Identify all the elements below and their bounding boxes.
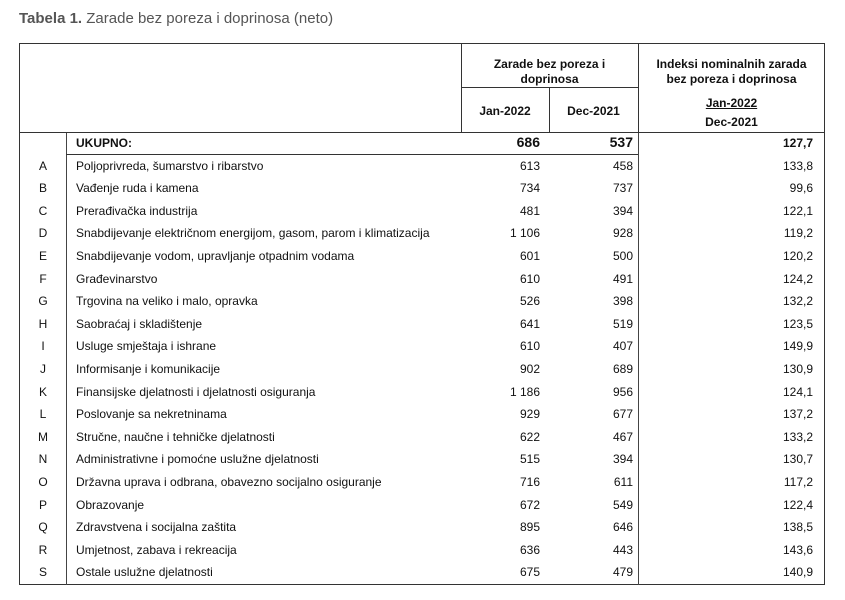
row-index-value: 137,2: [782, 407, 813, 422]
row-index-value: 132,2: [782, 294, 813, 309]
row-index-value: 127,7: [782, 136, 813, 150]
header-col-dec2021: Dec-2021: [567, 104, 620, 118]
row-jan2022-value: 686: [516, 134, 540, 150]
table-row: [20, 359, 826, 382]
header-index-line1: Indeksi nominalnih zarada: [656, 57, 807, 71]
table-row: [20, 223, 826, 246]
table-number: Tabela 1.: [19, 10, 83, 27]
row-activity: Poljoprivreda, šumarstvo i ribarstvo: [76, 158, 264, 173]
row-dec2021-value: 398: [612, 294, 633, 309]
row-dec2021-value: 443: [612, 542, 633, 557]
row-code: M: [38, 429, 48, 444]
row-index-value: 149,9: [782, 339, 813, 354]
row-activity: Vađenje ruda i kamena: [76, 181, 199, 196]
row-jan2022-value: 734: [519, 181, 540, 196]
row-jan2022-value: 610: [519, 271, 540, 286]
row-activity: Poslovanje sa nekretninama: [76, 407, 227, 422]
row-dec2021-value: 928: [612, 226, 633, 241]
row-activity: Trgovina na veliko i malo, opravka: [76, 294, 258, 309]
row-activity: Građevinarstvo: [76, 271, 158, 286]
table-row: [20, 495, 826, 518]
row-activity: Snabdijevanje vodom, upravljanje otpadnim vodama: [76, 249, 355, 263]
table-row: [20, 382, 826, 405]
table-row: [20, 427, 826, 450]
row-activity: UKUPNO:: [76, 136, 132, 150]
row-index-value: 138,5: [782, 520, 813, 535]
row-activity: Ostale uslužne djelatnosti: [76, 565, 213, 580]
row-activity: Prerađivačka industrija: [76, 203, 198, 218]
table-row: [20, 472, 826, 495]
row-code: G: [38, 294, 48, 309]
row-index-value: 130,7: [782, 452, 813, 467]
table-row: [20, 336, 826, 359]
header-index-numerator: Jan-2022: [705, 96, 758, 110]
row-dec2021-value: 956: [612, 384, 633, 399]
table-row: [20, 201, 826, 224]
table-title: [19, 10, 333, 27]
row-dec2021-value: 677: [612, 407, 633, 422]
row-dec2021-value: 646: [612, 520, 633, 535]
header-col-jan2022: Jan-2022: [479, 104, 531, 118]
row-jan2022-value: 636: [519, 542, 540, 557]
row-index-value: 123,5: [782, 316, 813, 331]
row-index-value: 117,2: [783, 475, 813, 489]
row-index-value: 120,2: [782, 249, 813, 263]
row-index-value: 124,2: [782, 271, 813, 286]
row-jan2022-value: 641: [519, 316, 540, 331]
header-wages-line1: Zarade bez poreza i: [493, 57, 606, 71]
row-index-value: 133,8: [782, 158, 813, 173]
header-index-denominator: Dec-2021: [705, 115, 758, 129]
table-row: [20, 246, 826, 269]
row-code: A: [38, 158, 47, 173]
row-activity: Usluge smještaja i ishrane: [76, 339, 217, 354]
header-index-line2: bez poreza i doprinosa: [666, 72, 797, 86]
table-row: [20, 314, 826, 337]
header-wages-line2: doprinosa: [520, 72, 579, 86]
row-code: O: [38, 475, 48, 489]
row-code: F: [39, 271, 47, 286]
table-row: [20, 291, 826, 314]
row-activity: Obrazovanje: [76, 497, 145, 512]
header-index-group: [638, 57, 825, 87]
row-code: I: [41, 339, 45, 354]
row-jan2022-value: 526: [519, 294, 540, 309]
row-code: P: [38, 497, 47, 512]
row-index-value: 124,1: [782, 384, 813, 399]
row-activity: Informisanje i komunikacije: [76, 362, 221, 376]
divider: [461, 87, 638, 88]
row-jan2022-value: 481: [519, 203, 540, 218]
wages-table: [19, 43, 825, 585]
row-activity: Zdravstvena i socijalna zaštita: [76, 520, 237, 535]
row-jan2022-value: 895: [519, 520, 540, 535]
table-row: [20, 562, 826, 585]
row-index-value: 140,9: [782, 565, 813, 580]
row-jan2022-value: 1 106: [509, 226, 540, 241]
row-activity: Administrativne i pomoćne uslužne djelatnosti: [76, 452, 319, 467]
row-code: R: [38, 542, 48, 557]
row-dec2021-value: 491: [612, 271, 633, 286]
row-dec2021-value: 458: [612, 158, 633, 173]
row-code: J: [40, 362, 46, 376]
table-row: [20, 449, 826, 472]
table-row-total: [20, 133, 826, 156]
row-code: B: [38, 181, 47, 196]
row-activity: Državna uprava i odbrana, obavezno socijalno osiguranje: [76, 475, 382, 489]
row-dec2021-value: 394: [612, 452, 633, 467]
row-jan2022-value: 515: [519, 452, 540, 467]
row-code: L: [39, 407, 47, 422]
row-dec2021-value: 394: [612, 203, 633, 218]
row-jan2022-value: 902: [519, 362, 540, 376]
row-code: K: [38, 384, 47, 399]
row-code: Q: [38, 520, 48, 535]
row-index-value: 99,6: [789, 181, 813, 196]
row-index-value: 143,6: [782, 542, 813, 557]
row-activity: Saobraćaj i skladištenje: [76, 316, 203, 331]
row-code: S: [38, 565, 47, 580]
row-dec2021-value: 479: [612, 565, 633, 580]
row-dec2021-value: 737: [612, 181, 633, 196]
row-code: N: [38, 452, 48, 467]
row-activity: Umjetnost, zabava i rekreacija: [76, 542, 237, 557]
row-dec2021-value: 537: [609, 134, 633, 150]
row-index-value: 130,9: [782, 362, 813, 376]
row-dec2021-value: 689: [612, 362, 633, 376]
row-dec2021-value: 500: [612, 249, 633, 263]
table-row: [20, 178, 826, 201]
row-dec2021-value: 519: [612, 316, 633, 331]
row-dec2021-value: 467: [612, 429, 633, 444]
header-wages-group: [461, 57, 638, 87]
row-jan2022-value: 613: [519, 158, 540, 173]
row-code: E: [38, 249, 47, 263]
row-jan2022-value: 1 186: [509, 384, 540, 399]
row-code: D: [38, 226, 48, 241]
table-row: [20, 269, 826, 292]
table-caption: Zarade bez poreza i doprinosa (neto): [82, 10, 334, 27]
row-index-value: 122,4: [782, 497, 813, 512]
row-activity: Finansijske djelatnosti i djelatnosti osiguranja: [76, 384, 316, 399]
table-row: [20, 404, 826, 427]
row-dec2021-value: 611: [613, 475, 633, 489]
row-jan2022-value: 601: [519, 249, 540, 263]
row-dec2021-value: 407: [612, 339, 633, 354]
row-activity: Stručne, naučne i tehničke djelatnosti: [76, 429, 275, 444]
table-row: [20, 540, 826, 563]
row-dec2021-value: 549: [612, 497, 633, 512]
row-jan2022-value: 672: [519, 497, 540, 512]
row-code: H: [38, 316, 48, 331]
row-jan2022-value: 622: [519, 429, 540, 444]
row-jan2022-value: 610: [519, 339, 540, 354]
table-row: [20, 517, 826, 540]
row-activity: Snabdijevanje električnom energijom, gasom, parom i klimatizacija: [76, 226, 430, 241]
row-index-value: 122,1: [782, 203, 813, 218]
row-jan2022-value: 716: [519, 475, 540, 489]
row-index-value: 133,2: [782, 429, 813, 444]
table-row: [20, 156, 826, 179]
row-index-value: 119,2: [783, 226, 813, 241]
row-jan2022-value: 929: [519, 407, 540, 422]
row-code: C: [38, 203, 48, 218]
row-jan2022-value: 675: [519, 565, 540, 580]
